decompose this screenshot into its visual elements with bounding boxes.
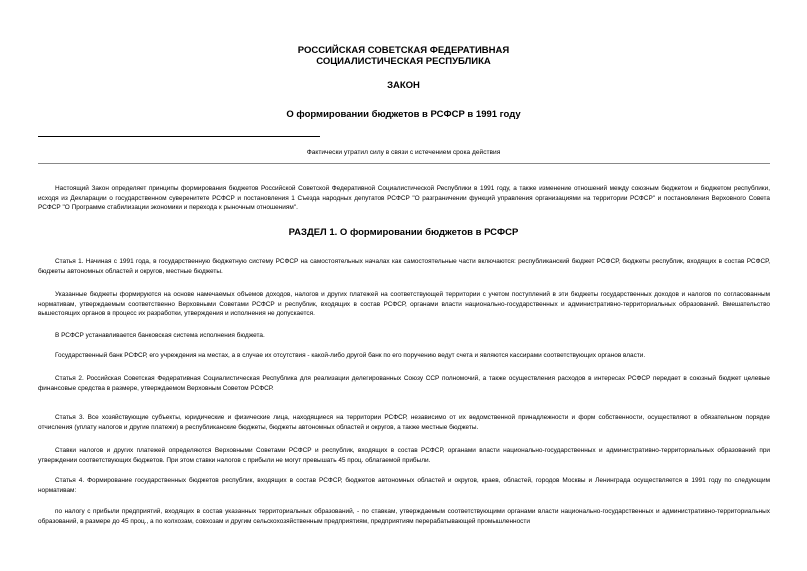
- section-heading: РАЗДЕЛ 1. О формировании бюджетов в РСФСР: [288, 227, 519, 238]
- article-1-paragraph: Статья 1. Начиная с 1991 года, в государственную бюджетную систему РСФСР на самостоятельных началах как самостоятельные части включаются: республиканский бюджет РСФСР, бюджеты республик, входящих в состав РСФСР, бюджеты автономных областей и округов, местные бюджеты.: [38, 258, 770, 275]
- article-3-paragraph: Статья 3. Все хозяйствующие субъекты, юридические и физические лица, находящиеся на территории РСФСР, независимо от их ведомственной принадлежности и форм собственности, осуществляют в обязательном порядке отчисления (уплату налогов и другие платежи) в республиканские бюджеты, бюджеты автономных областей и округов, а также местные бюджеты.: [38, 414, 770, 431]
- article-2-paragraph: Статья 2. Российская Советская Федеративная Социалистическая Республика для реализации делегированных Союзу ССР полномочий, а также осуществления расходов в интересах РСФСР передает в союзный бюджет целевые финансовые средства в размере, утверждаемом Верховным Советом РСФСР.: [38, 375, 770, 392]
- banking-system-paragraph: В РСФСР устанавливается банковская система исполнения бюджета.: [55, 332, 265, 339]
- republic-heading-line2: СОЦИАЛИСТИЧЕСКАЯ РЕСПУБЛИКА: [316, 56, 491, 67]
- validity-status: Фактически утратил силу в связи с истечением срока действия: [306, 149, 501, 156]
- article-4-paragraph: Статья 4. Формирование государственных бюджетов республик, входящих в состав РСФСР, бюджетов автономных областей и округов, краев, областей, городов Москвы и Ленинграда осуществляется в 1991 году по следующим нормативам:: [38, 477, 770, 494]
- document-type: ЗАКОН: [387, 80, 420, 91]
- republic-heading: [0, 45, 807, 67]
- profit-tax-paragraph: по налогу с прибыли предприятий, входящих в состав указанных территориальных образований, - по ставкам, утверждаемым соответствующими органами власти национально-государственных и административно-территориальных образований, в размере до 45 проц., а по колхозам, совхозам и другим сельскохозяйственным предприятиям, предприятиям перерабатывающей промышленности: [38, 508, 770, 525]
- budget-formation-paragraph: Указанные бюджеты формируются на основе намечаемых объемов доходов, налогов и других платежей на соответствующей территории с учетом поступлений в эти бюджеты государственных доходов и налогов по согласованным нормативам, утверждаемым соответственно Верховными Советами РСФСР и республик, входящих в состав РСФСР, органами власти национально-государственных и административно-территориальных образований. Вмешательство вышестоящих органов в процесс их разработки, утверждения и исполнения не допускается.: [38, 291, 770, 318]
- document-title: О формировании бюджетов в РСФСР в 1991 году: [286, 109, 521, 120]
- title-divider: [38, 136, 320, 137]
- tax-rates-paragraph: Ставки налогов и других платежей определяются Верховными Советами РСФСР и республик, входящих в состав РСФСР, органами власти национально-государственных и административно-территориальных образований при утверждении соответствующих бюджетов. При этом ставки налогов с прибыли не могут превышать 45 проц. облагаемой прибыли.: [38, 447, 770, 464]
- preamble-paragraph: Настоящий Закон определяет принципы формирования бюджетов Российской Советской Федеративной Социалистической Республики в 1991 году, а также изменение отношений между союзным бюджетом и бюджетом республики, исходя из Декларации о государственном суверенитете РСФСР и постановления 1 Съезда народных депутатов РСФСР "О разграничении функций управления организациями на территории РСФСР" и постановления Верховного Совета РСФСР "О Программе стабилизации экономики и перехода к рыночным отношениям".: [38, 185, 770, 212]
- state-bank-paragraph: Государственный банк РСФСР, его учреждения на местах, а в случае их отсутствия - какой-либо другой банк по его поручению ведут счета и являются кассирами соответствующих органов власти.: [55, 352, 646, 359]
- status-divider: [38, 163, 770, 164]
- republic-heading-line1: РОССИЙСКАЯ СОВЕТСКАЯ ФЕДЕРАТИВНАЯ: [297, 45, 510, 56]
